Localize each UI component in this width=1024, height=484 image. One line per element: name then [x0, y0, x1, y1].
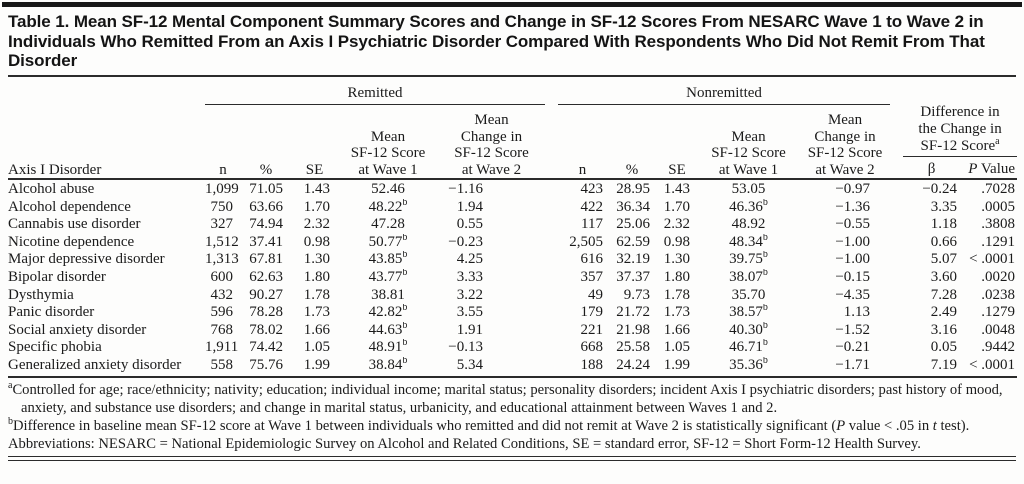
- cell-beta: 7.28: [930, 286, 958, 303]
- cell-remitted-n: 768: [210, 321, 233, 338]
- cell-disorder: Alcohol dependence: [8, 198, 131, 215]
- stub-header: Axis I Disorder: [8, 161, 102, 178]
- cell-nonremitted-se: 1.70: [663, 198, 690, 215]
- cell-nonremitted-n: 357: [580, 268, 603, 285]
- group-gap: [890, 251, 903, 269]
- cell-nonremitted-change-w2: 1.13: [843, 304, 871, 321]
- cell-remitted-change-w2: 3.22: [456, 286, 483, 303]
- cell-remitted-pct: 78.02: [249, 321, 283, 338]
- cell-nonremitted-n: 616: [580, 251, 603, 268]
- cell-nonremitted-change-w2: −1.71: [800, 357, 890, 377]
- cell-nonremitted-mean-w1: 48.34$^b$: [729, 233, 768, 250]
- cell-nonremitted-change-w2: −1.00: [835, 251, 871, 268]
- cell-nonremitted-change-w2: −1.36: [835, 198, 871, 215]
- difference-spanner: Difference in the Change in SF-12 Score$^a$: [903, 104, 1017, 157]
- spanner-spacer: [903, 81, 1017, 105]
- cell-remitted-pct: 63.66: [249, 198, 283, 215]
- cell-remitted-n: 1,911: [205, 339, 239, 356]
- cell-remitted-n: 432: [210, 286, 233, 303]
- cell-remitted-pct: 37.41: [249, 233, 283, 250]
- group-gap: [545, 179, 558, 199]
- group-gap: [890, 269, 903, 287]
- cell-remitted-n: 558: [205, 357, 241, 377]
- col-header-pct-remitted: %: [259, 161, 273, 178]
- cell-remitted-mean-w1: 38.84$^b$: [338, 357, 438, 377]
- group-gap: [545, 104, 558, 179]
- cell-remitted-mean-w1: 42.82$^b$: [368, 304, 408, 321]
- table-row: [8, 322, 1017, 340]
- cell-nonremitted-change-w2: −4.35: [835, 286, 871, 303]
- cell-nonremitted-pct: 36.34: [616, 198, 650, 215]
- group-gap: [890, 179, 903, 199]
- table-row: [8, 339, 1017, 357]
- column-header-row: [8, 104, 1017, 157]
- cell-disorder: Dysthymia: [8, 286, 74, 303]
- group-gap: [890, 304, 903, 322]
- cell-remitted-se: 1.99: [291, 357, 338, 377]
- cell-remitted-pct: 78.28: [249, 304, 283, 321]
- cell-disorder: Nicotine dependence: [8, 233, 135, 250]
- abbreviations-note: Abbreviations: NESARC = National Epidemiologic Survey on Alcohol and Related Conditions, SE = standard error, SF-12 = Short Form-12 Health Survey.: [8, 435, 921, 452]
- title-divider: [8, 75, 1016, 77]
- group-gap: [545, 304, 558, 322]
- table-row: [8, 304, 1017, 322]
- cell-remitted-se: 0.98: [303, 233, 330, 250]
- col-header-se-nonremitted: SE: [668, 161, 686, 178]
- cell-nonremitted-mean-w1: 53.05: [697, 179, 800, 199]
- spanner-spacer: [8, 81, 205, 105]
- table-row: [8, 269, 1017, 287]
- cell-nonremitted-n: 2,505: [569, 233, 603, 250]
- cell-nonremitted-n: 422: [580, 198, 603, 215]
- table-row: [8, 251, 1017, 269]
- cell-remitted-change-w2: −0.13: [448, 339, 483, 356]
- cell-nonremitted-mean-w1: 38.57$^b$: [729, 304, 768, 321]
- cell-nonremitted-pct: 9.73: [623, 286, 650, 303]
- cell-nonremitted-n: 423: [558, 179, 607, 199]
- cell-nonremitted-pct: 21.72: [616, 304, 650, 321]
- group-gap: [545, 287, 558, 305]
- cell-remitted-mean-w1: 43.85$^b$: [368, 251, 408, 268]
- table-row: [8, 179, 1017, 199]
- cell-remitted-n: 1,099: [205, 179, 241, 199]
- cell-remitted-change-w2: 3.33: [456, 268, 483, 285]
- cell-remitted-mean-w1: 52.46: [338, 179, 438, 199]
- group-gap: [890, 357, 903, 377]
- cell-nonremitted-se: 1.80: [663, 268, 690, 285]
- cell-nonremitted-mean-w1: 46.36$^b$: [729, 198, 768, 215]
- table-row: [8, 287, 1017, 305]
- cell-nonremitted-pct: 37.37: [616, 268, 650, 285]
- footnote-b: [8, 417, 1016, 435]
- cell-remitted-mean-w1: 44.63$^b$: [368, 321, 408, 338]
- group-gap: [890, 234, 903, 252]
- cell-remitted-n: 327: [210, 216, 233, 233]
- group-gap: [545, 269, 558, 287]
- group-gap: [545, 199, 558, 217]
- cell-p-value: < .0001: [960, 357, 1017, 377]
- group-gap: [545, 216, 558, 234]
- cell-remitted-n: 1,512: [205, 233, 239, 250]
- cell-remitted-se: 1.70: [303, 198, 330, 215]
- cell-nonremitted-pct: 25.06: [616, 216, 650, 233]
- cell-remitted-mean-w1: 48.22$^b$: [368, 198, 408, 215]
- cell-beta: 7.19: [903, 357, 960, 377]
- cell-remitted-change-w2: 3.55: [456, 304, 483, 321]
- cell-beta: 3.35: [930, 198, 958, 215]
- table-footnotes: [8, 381, 1016, 453]
- cell-remitted-se: 1.78: [303, 286, 330, 303]
- cell-p-value: < .0001: [969, 251, 1016, 268]
- cell-nonremitted-mean-w1: 35.70: [731, 286, 766, 303]
- cell-p-value: .3808: [981, 216, 1016, 233]
- footnote-b-text: Difference in baseline mean SF-12 score at Wave 1 between individuals who remitted and did not remit at Wave 2 is statistically significant (P value < .05 in t test).: [13, 417, 970, 434]
- group-gap: [890, 322, 903, 340]
- sf12-scores-table: [8, 81, 1017, 378]
- cell-remitted-mean-w1: 48.91$^b$: [368, 339, 408, 356]
- group-gap: [545, 339, 558, 357]
- group-gap: [890, 199, 903, 217]
- cell-remitted-mean-w1: 50.77$^b$: [368, 233, 408, 250]
- cell-beta: 1.18: [930, 216, 958, 233]
- cell-nonremitted-se: 1.99: [657, 357, 697, 377]
- group-gap: [890, 287, 903, 305]
- cell-disorder: Panic disorder: [8, 304, 95, 321]
- col-header-n-nonremitted: n: [578, 161, 587, 178]
- cell-nonremitted-n: 221: [580, 321, 603, 338]
- cell-remitted-se: 2.32: [303, 216, 330, 233]
- cell-p-value: .1279: [981, 304, 1016, 321]
- cell-remitted-change-w2: 1.91: [456, 321, 483, 338]
- cell-p-value: .9442: [981, 339, 1016, 356]
- cell-nonremitted-change-w2: −0.97: [800, 179, 890, 199]
- cell-nonremitted-pct: 24.24: [607, 357, 657, 377]
- cell-remitted-se: 1.73: [303, 304, 330, 321]
- cell-nonremitted-se: 2.32: [663, 216, 690, 233]
- col-header-change-w2-remitted: Mean Change in SF-12 Score at Wave 2: [454, 112, 529, 178]
- cell-remitted-n: 1,313: [205, 251, 239, 268]
- group-gap: [545, 322, 558, 340]
- cell-remitted-se: 1.43: [291, 179, 338, 199]
- group-gap: [545, 251, 558, 269]
- table-body: [8, 179, 1017, 377]
- footnote-a: [8, 381, 1016, 417]
- cell-remitted-pct: 71.05: [241, 179, 291, 199]
- cell-nonremitted-n: 668: [580, 339, 603, 356]
- cell-nonremitted-change-w2: −1.52: [835, 321, 871, 338]
- cell-nonremitted-change-w2: −1.00: [835, 233, 871, 250]
- cell-nonremitted-pct: 62.59: [616, 233, 650, 250]
- cell-nonremitted-pct: 32.19: [616, 251, 650, 268]
- cell-nonremitted-se: 1.05: [663, 339, 690, 356]
- cell-remitted-change-w2: 0.55: [456, 216, 483, 233]
- cell-p-value: .1291: [981, 233, 1016, 250]
- table-row: [8, 199, 1017, 217]
- cell-p-value: .0005: [981, 198, 1016, 215]
- cell-nonremitted-mean-w1: 38.07$^b$: [729, 268, 768, 285]
- cell-remitted-se: 1.30: [303, 251, 330, 268]
- group-gap: [890, 216, 903, 234]
- cell-disorder: Major depressive disorder: [8, 251, 165, 268]
- table-row: [8, 216, 1017, 234]
- cell-beta: 0.05: [930, 339, 958, 356]
- table-row: [8, 357, 1017, 377]
- cell-remitted-n: 596: [210, 304, 233, 321]
- cell-remitted-pct: 74.94: [249, 216, 283, 233]
- group-gap: [545, 81, 558, 105]
- cell-nonremitted-n: 49: [588, 286, 603, 303]
- cell-nonremitted-se: 1.30: [663, 251, 690, 268]
- cell-remitted-pct: 74.42: [249, 339, 283, 356]
- group-gap: [890, 104, 903, 179]
- nonremitted-spanner: Nonremitted: [558, 81, 890, 105]
- table-row: [8, 234, 1017, 252]
- cell-nonremitted-mean-w1: 35.36$^b$: [697, 357, 800, 377]
- cell-nonremitted-mean-w1: 39.75$^b$: [729, 251, 768, 268]
- group-gap: [890, 339, 903, 357]
- cell-remitted-pct: 62.63: [249, 268, 283, 285]
- cell-nonremitted-change-w2: −0.55: [835, 216, 871, 233]
- cell-remitted-n: 600: [210, 268, 233, 285]
- cell-remitted-change-w2: 4.25: [456, 251, 483, 268]
- cell-nonremitted-se: 1.78: [663, 286, 690, 303]
- group-gap: [545, 357, 558, 377]
- col-header-change-w2-nonremitted: Mean Change in SF-12 Score at Wave 2: [807, 112, 883, 178]
- cell-remitted-se: 1.05: [303, 339, 330, 356]
- cell-nonremitted-mean-w1: 40.30$^b$: [729, 321, 768, 338]
- paper-table-figure: [0, 7, 1024, 461]
- cell-remitted-mean-w1: 38.81: [371, 286, 405, 303]
- cell-nonremitted-mean-w1: 48.92: [731, 216, 766, 233]
- table-bottom-rule: [8, 456, 1016, 461]
- cell-disorder: Social anxiety disorder: [8, 321, 147, 338]
- cell-p-value: .0238: [981, 286, 1016, 303]
- footnote-a-text: Controlled for age; race/ethnicity; nativity; education; individual income; marital status; personality disorders; incident Axis I psychiatric disorders; past history of mood, anxiety, and substance use disorders; and change in marital status, urbanicity, and educational attainment between Waves 1 and 2.: [12, 381, 1003, 416]
- cell-nonremitted-pct: 28.95: [607, 179, 657, 199]
- cell-beta: 2.49: [930, 304, 958, 321]
- cell-nonremitted-se: 1.43: [657, 179, 697, 199]
- group-gap: [545, 234, 558, 252]
- cell-beta: 3.60: [930, 268, 958, 285]
- cell-beta: 0.66: [930, 233, 958, 250]
- cell-p-value: .0048: [981, 321, 1016, 338]
- cell-nonremitted-se: 1.73: [663, 304, 690, 321]
- cell-nonremitted-mean-w1: 46.71$^b$: [729, 339, 768, 356]
- cell-remitted-se: 1.66: [303, 321, 330, 338]
- footnote-a-marker: a: [8, 379, 13, 391]
- footnote-b-marker: b: [8, 415, 13, 427]
- cell-p-value: .0020: [981, 268, 1016, 285]
- cell-remitted-pct: 90.27: [249, 286, 283, 303]
- cell-disorder: Bipolar disorder: [8, 268, 106, 285]
- cell-nonremitted-change-w2: −0.15: [835, 268, 871, 285]
- cell-nonremitted-change-w2: −0.21: [835, 339, 871, 356]
- col-header-beta: β: [927, 160, 936, 177]
- cell-beta: 3.16: [930, 321, 958, 338]
- cell-p-value: .7028: [960, 179, 1017, 199]
- cell-beta: −0.24: [903, 179, 960, 199]
- table-header: [8, 81, 1017, 180]
- cell-remitted-n: 750: [210, 198, 233, 215]
- cell-nonremitted-n: 117: [581, 216, 603, 233]
- cell-disorder: Generalized anxiety disorder: [8, 357, 205, 377]
- cell-disorder: Specific phobia: [8, 339, 102, 356]
- spanner-row: [8, 81, 1017, 105]
- table-title: Table 1. Mean SF-12 Mental Component Summary Scores and Change in SF-12 Scores From NESARC Wave 1 to Wave 2 in Individuals Who Remitted From an Axis I Psychiatric Disorder Compared With Respondents Who Did Not Remit From That Disorder: [8, 12, 985, 70]
- col-header-n-remitted: n: [219, 161, 227, 178]
- cell-remitted-change-w2: 5.34: [438, 357, 545, 377]
- cell-nonremitted-n: 188: [558, 357, 607, 377]
- cell-remitted-change-w2: 1.94: [456, 198, 483, 215]
- col-header-p-value: P Value: [968, 160, 1016, 177]
- cell-remitted-change-w2: −0.23: [448, 233, 483, 250]
- cell-beta: 5.07: [930, 251, 958, 268]
- cell-remitted-mean-w1: 47.28: [371, 216, 405, 233]
- group-gap: [890, 81, 903, 105]
- cell-nonremitted-se: 1.66: [663, 321, 690, 338]
- cell-nonremitted-n: 179: [580, 304, 603, 321]
- cell-disorder: Cannabis use disorder: [8, 216, 141, 233]
- cell-nonremitted-pct: 21.98: [616, 321, 650, 338]
- cell-disorder: Alcohol abuse: [8, 179, 205, 199]
- cell-nonremitted-pct: 25.58: [616, 339, 650, 356]
- cell-remitted-pct: 75.76: [241, 357, 291, 377]
- remitted-spanner: Remitted: [205, 81, 545, 105]
- cell-nonremitted-se: 0.98: [663, 233, 690, 250]
- cell-remitted-change-w2: −1.16: [438, 179, 545, 199]
- col-header-se-remitted: SE: [305, 161, 324, 178]
- cell-remitted-mean-w1: 43.77$^b$: [368, 268, 408, 285]
- col-header-mean-w1-remitted: Mean SF-12 Score at Wave 1: [350, 128, 426, 178]
- col-header-mean-w1-nonremitted: Mean SF-12 Score at Wave 1: [711, 128, 786, 178]
- cell-remitted-pct: 67.81: [249, 251, 283, 268]
- cell-remitted-se: 1.80: [303, 268, 330, 285]
- col-header-pct-nonremitted: %: [625, 161, 639, 178]
